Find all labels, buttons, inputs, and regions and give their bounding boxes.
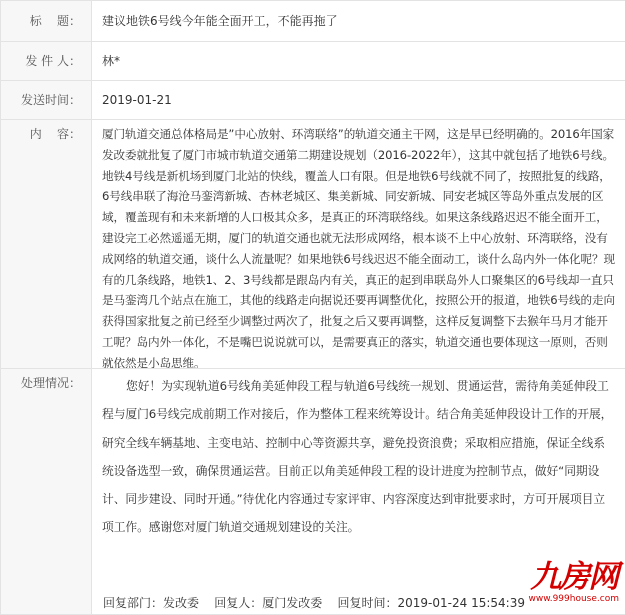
sender-value: 林*: [102, 54, 121, 68]
reply-text: 您好！为实现轨道6号线角美延伸段工程与轨道6号线统一规划、贯通运营，需待角美延伸段工程与厦门6号线完成前期工作对接后，作为整体工程来统筹设计。结合角美延伸段设计工作的开展，研究全线车辆基地、主变电站、控制中心等资源共享，避免投资浪费；采取相应措施，保证全线系统设备选型一致，确保贯通运营。目前正以角美延伸段工程的设计进度为控制节点，做好“同期设计、同步建设、同时开通。”待优化内容通过专家评审、内容深度达到审批要求时，方可开展项目立项工作。感谢您对厦门轨道交通规划建设的关注。: [102, 379, 613, 535]
send-date-row: [1, 80, 625, 119]
sender-label: 发 件 人：: [1, 42, 92, 80]
title-value: 建议地铁6号线今年能全面开工，不能再拖了: [102, 14, 338, 28]
watermark-logo: 九房网: [530, 559, 618, 595]
send-date-label: 发送时间：: [1, 81, 92, 119]
title-row: [1, 0, 625, 41]
reply-label: 处理情况：: [1, 369, 92, 614]
content-label: 内 容：: [1, 120, 92, 368]
watermark-url: www.999house.com: [528, 594, 619, 604]
site-watermark: [528, 560, 619, 604]
content-row: [1, 119, 625, 368]
content-text: 厦门轨道交通总体格局是”中心放射、环湾联络”的轨道交通主干网，这是早已经明确的。2016年国家发改委就批复了厦门市城市轨道交通第二期建设规划（2016-2022年），这其中就包括了地铁6号线。地铁4号线是新机场到厦门北站的快线，覆盖人口有限。但是地铁6号线就不同了，按照批复的线路，6号线串联了海沧马銮湾新城、杏林老城区、集美新城、同安新城、同安老城区等岛外重点发展的区域，覆盖现有和未来新增的人口极其众多，是真正的环湾联络线。如果这条线路迟迟不能全面开工，建设完工必然遥遥无期，厦门的轨道交通也就无法形成网络，根本谈不上中心放射、环湾联络，没有成网络的轨道交通，谈什么人流量呢？如果地铁6号线迟迟不能全面动工，谈什么岛内外一体化呢？现有的几条线路，地铁1、2、3号线都是跟岛内有关，真正的起到串联岛外人口聚集区的6号线却一直只是马銮湾几个站点在施工，其他的线路走向据说还要再调整优化，按照公开的报道，地铁6号线的走向获得国家批复之前已经至少调整过两次了，批复之后又要再调整，这样反复调整下去猴年马月才能开工呢？岛内外一体化，不是嘴巴说说就可以，是需要真正的落实，轨道交通也要体现这一原则，否则就依然是小岛思维。: [102, 127, 616, 370]
sender-row: [1, 41, 625, 80]
send-date-value: 2019-01-21: [102, 93, 172, 107]
title-label: 标 题：: [1, 1, 92, 41]
reply-meta: 回复部门：发改委 回复人：厦门发改委 回复时间：2019-01-24 15:54:39: [103, 596, 525, 610]
